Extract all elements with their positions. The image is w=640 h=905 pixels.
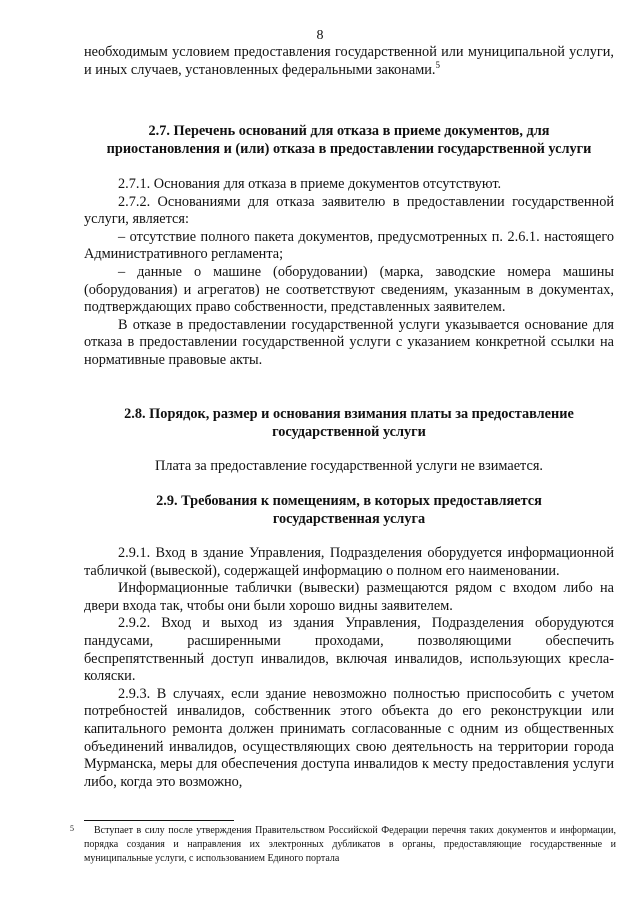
paragraph-signage: Информационные таблички (вывески) размещаются рядом с входом либо на двери входа так, чтобы они были хорошо видны заявителем.: [84, 580, 614, 614]
section-2-8-text: Плата за предоставление государственной услуги не взимается.: [155, 458, 543, 474]
footnote-reference: 5: [435, 59, 440, 70]
section-2-9-heading: [84, 492, 614, 528]
list-item-missing-documents: – отсутствие полного пакета документов, предусмотренных п. 2.6.1. настоящего Административного регламента;: [84, 228, 614, 263]
footnote-text: Вступает в силу после утверждения Правительством Российской Федерации перечня таких документов и информации, порядка создания и направления их электронных дубликатов в органы, предоставляющие государственные и муниципальные услуги, с использованием Единого портала: [84, 825, 616, 864]
paragraph-2-7-1: 2.7.1. Основания для отказа в приеме документов отсутствуют.: [118, 176, 502, 192]
footnote-separator: [84, 820, 234, 821]
paragraph-2-9-1: 2.9.1. Вход в здание Управления, Подразделения оборудуется информационной табличкой (вывеской), содержащей информацию о полном его наименовании.: [84, 545, 614, 579]
intro-paragraph: [84, 44, 614, 79]
paragraph-2-9-2: 2.9.2. Вход и выход из здания Управления, Подразделения оборудуются пандусами, расширенными проходами, позволяющими обеспечить беспрепятственный доступ инвалидов, включая инвалидов, использующих кресла-коляски.: [84, 615, 614, 685]
section-2-9-heading-line-2: государственная услуга: [272, 511, 426, 527]
paragraph-2-7-2: 2.7.2. Основаниями для отказа заявителю в предоставлении государственной услуги, является:: [84, 193, 614, 228]
section-2-9-heading-line-1: 2.9. Требования к помещениям, в которых предоставляется: [156, 493, 542, 509]
section-2-7-heading-line-1: 2.7. Перечень оснований для отказа в приеме документов, для: [148, 123, 550, 139]
section-2-8-heading-line-2: государственной услуги: [272, 424, 426, 440]
paragraph-refusal-basis: В отказе в предоставлении государственной услуги указывается основание для отказа в предоставлении государственной услуги с указанием конкретной ссылки на нормативные правовые акты.: [84, 316, 614, 368]
section-2-9-body: [84, 545, 614, 791]
section-2-7-heading-line-2: приостановления и (или) отказа в предоставлении государственной услуги: [106, 141, 592, 157]
section-2-7-heading: [84, 122, 614, 158]
paragraph-2-9-3: 2.9.3. В случаях, если здание невозможно полностью приспособить с учетом потребностей инвалидов, собственник этого объекта до его реконструкции или капитального ремонта должен принимать согласованные с одним из общественных объединений инвалидов, осуществляющих свою деятельность на территории города Мурманска, меры для обеспечения доступа инвалидов к месту предоставления услуги либо, когда это возможно,: [84, 685, 614, 790]
list-item-machine-data: – данные о машине (оборудовании) (марка, заводские номера машины (оборудования) и агрегатов) не соответствуют сведениям, указанным в документах, подтверждающих право собственности, представленных заявителем.: [84, 263, 614, 316]
section-2-8-heading-line-1: 2.8. Порядок, размер и основания взимания платы за предоставление: [124, 406, 574, 422]
footnote-mark: 5: [70, 824, 74, 833]
intro-line-1: необходимым условием предоставления государственной или муниципальной: [84, 44, 565, 60]
footnote: [70, 824, 616, 866]
section-2-7-body: [84, 176, 614, 370]
section-2-8-heading: [84, 405, 614, 441]
page-number: 8: [316, 28, 324, 43]
intro-line-2: услуги, и иных случаев, установленных федеральными законами.: [84, 44, 614, 78]
